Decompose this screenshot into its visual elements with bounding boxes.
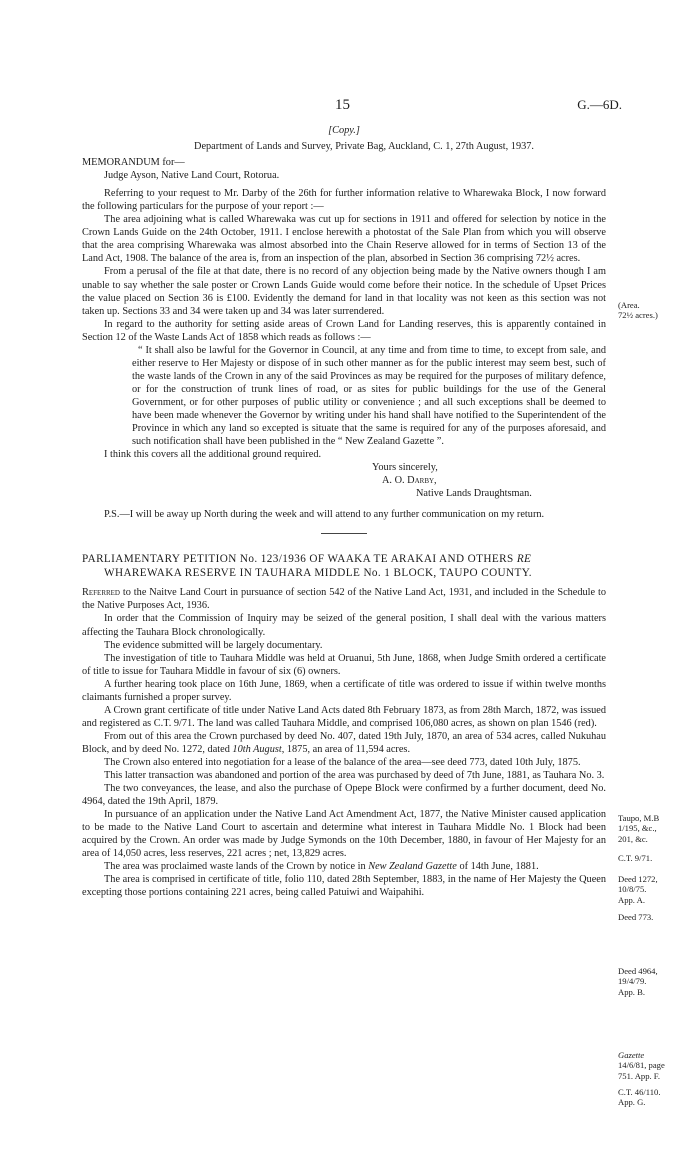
petition-title-part-a: PARLIAMENTARY PETITION No. 123/1936 OF WAAKA TE ARAKAI AND OTHERS [82, 553, 514, 566]
margin-note-line: 751. App. F. [618, 1070, 661, 1081]
margin-note-line: App. B. [618, 986, 645, 997]
memo-paragraph: Referring to your request to Mr. Darby of the 26th for further information relative to Wharewaka Block, I now forward the following particulars for the purpose of your report :— [82, 188, 606, 213]
margin-note-line: App. G. [618, 1097, 646, 1108]
memo-paragraph: I think this covers all the additional ground required. [104, 449, 322, 461]
petition-paragraph: In order that the Commission of Inquiry may be seized of the general position, I shall deal with the various matters affecting the Tauhara Block chronologically. [82, 613, 606, 638]
page-number: 15 [335, 97, 350, 113]
petition-paragraph: The investigation of title to Tauhara Middle was held at Oruanui, 5th June, 1868, when Judge Smith ordered a certificate of title to issue for Tauhara Middle in favour of six (6) owners. [82, 652, 606, 677]
margin-note-line: 1/195, &c., [618, 823, 657, 834]
petition-title-line2: WHAREWAKA RESERVE IN TAUHARA MIDDLE No. 1 BLOCK, TAUPO COUNTY. [104, 567, 532, 580]
margin-note-line: Deed 1272, [618, 874, 658, 884]
petition-text: From out of this area the Crown purchased by deed No. 407, dated 19th July, 1870, an area of 534 acres, called Nukuhau Block, and by deed No. 1272, dated [82, 730, 606, 755]
margin-note-line: 14/6/81, page [618, 1060, 665, 1071]
petition-paragraph: The two conveyances, the lease, and also the purchase of Opepe Block were confirmed by a further document, deed No. 4964, dated the 19th April, 1879. [82, 783, 606, 808]
memo-dateline: Department of Lands and Survey, Private Bag, Auckland, C. 1, 27th August, 1937. [194, 141, 534, 153]
memo-heading: MEMORANDUM for— [82, 157, 185, 169]
petition-paragraph [82, 730, 606, 756]
petition-emphasis: New Zealand Gazette [368, 861, 457, 873]
petition-lead-word: Referred [82, 587, 120, 599]
memo-addressee: Judge Ayson, Native Land Court, Rotorua. [104, 170, 280, 182]
petition-paragraph: A Crown grant certificate of title under Native Land Acts dated 8th February 1873, as from 28th March, 1872, was issued and registered as C.T. 9/71. The land was called Tauhara Middle, and comprised 106,080 acres, as shown on plan 1546 (red). [82, 704, 606, 729]
margin-note-line: App. A. [618, 894, 645, 905]
statute-quote: “ It shall also be lawful for the Governor in Council, at any time and from time to time, to except from sale, and either reserve to Her Majesty or dispose of in such other manner as for the public interest may seem best, such of the waste lands of the Crown in any of the said Provinces as may be required for the purposes of military defence, or for the construction of trunk lines of road, or as sites for public buildings for the use of the General Government, or for other purposes of public utility or convenience ; and all such exceptions shall be deemed to have been made whenever the Governor by writing under his hand shall have notified to the Superintendent of the Province in which any land so excepted is situate that the same is required for any of the purposes aforesaid, and such notification shall have been published in the “ New Zealand Gazette ”. [132, 344, 606, 448]
petition-text: The area was proclaimed waste lands of the Crown by notice in [104, 861, 369, 873]
margin-note-taupo [618, 813, 690, 844]
petition-paragraph: A further hearing took place on 16th June, 1869, when a certificate of title was ordered to issue if within twelve months claimants furnished a proper survey. [82, 678, 606, 703]
margin-note-gazette [618, 1050, 690, 1081]
petition-text: , 1875, an area of 11,594 acres. [281, 743, 411, 755]
petition-paragraph: In pursuance of an application under the Native Land Act Amendment Act, 1877, the Native Minister caused application to be made to the Native Land Court to ascertain and determine what interest in Tauhara Middle No. 1 Block had been acquired by the Crown. An order was made by Judge Symonds on the 10th December, 1880, in favour of Her Majesty for an area of 14,050 acres, less reserves, 221 acres ; net, 13,829 acres. [82, 809, 606, 860]
petition-paragraph: This latter transaction was abandoned and portion of the area was purchased by deed of 7th June, 1881, as Tauhara No. 3. [104, 770, 605, 782]
margin-note-line: (Area. [618, 300, 640, 310]
margin-note-line: Deed 4964, [618, 966, 658, 976]
margin-note-line: Gazette [618, 1050, 645, 1060]
section-divider [321, 533, 367, 534]
petition-paragraph: The area is comprised in certificate of title, folio 110, dated 28th September, 1883, in the name of Her Majesty the Queen excepting those portions containing 221 acres, being called Patuiwi and Waipahihi. [82, 874, 606, 899]
margin-note-area [618, 300, 690, 321]
copy-mark: [Copy.] [328, 125, 360, 136]
petition-text: to the Naitve Land Court in pursuance of section 542 of the Native Land Act, 1931, and included in the Schedule to the Native Purposes Act, 1936. [82, 587, 606, 612]
margin-note-deed-1272 [618, 874, 690, 905]
body-text [82, 124, 606, 899]
memo-signer-title: Native Lands Draughtsman. [416, 488, 532, 500]
margin-note-deed-773: Deed 773. [618, 912, 654, 922]
petition-title [82, 552, 606, 566]
page-reference: G.—6D. [577, 97, 622, 112]
margin-note-line: 19/4/79. [618, 976, 647, 987]
margin-note-line: C.T. 46/110. [618, 1087, 661, 1097]
margin-note-ct: C.T. 9/71. [618, 853, 653, 863]
margin-note-line: 10/8/75. [618, 884, 647, 895]
petition-paragraph: The Crown also entered into negotiation for a lease of the balance of the area—see deed 773, dated 10th July, 1875. [104, 756, 581, 768]
memo-paragraph: The area adjoining what is called Wharewaka was cut up for sections in 1911 and offered for selection by notice in the Crown Lands Guide on the 24th October, 1911. I enclose herewith a photostat of the Sale Plan from which you will observe that the area comprising Wharewaka was almost absorbed into the Chain Reserve allowed for in terms of Section 13 of the Land Act, 1908. The balance of the area is, from an inspection of the plan, absorbed in Section 36 comprising 72½ acres. [82, 214, 606, 265]
petition-title-re: RE [516, 553, 532, 566]
margin-note-line: 72½ acres.) [618, 310, 658, 321]
petition-emphasis: 10th August [232, 743, 282, 755]
petition-text: of 14th June, 1881. [456, 861, 539, 873]
margin-note-deed-4964 [618, 966, 690, 997]
margin-note-line: 201, &c. [618, 833, 648, 844]
memo-paragraph: In regard to the authority for setting aside areas of Crown Land for Landing reserves, this is apparently contained in Section 12 of the Waste Lands Act of 1858 which reads as follows :— [82, 318, 606, 343]
petition-paragraph [82, 586, 606, 612]
margin-note-ct-46 [618, 1087, 690, 1108]
petition-paragraph [82, 860, 606, 873]
memo-closing: Yours sincerely, [372, 462, 438, 474]
memo-paragraph: From a perusal of the file at that date, there is no record of any objection being made by the Native owners though I am unable to say whether the sale poster or Crown Lands Guide would come before their notice. In the schedule of Upset Prices the value placed on Section 36 is £100. Evidently the demand for land in that locality was not keen as this section was not taken up. Sections 33 and 34 were taken up and 34 was later surrendered. [82, 266, 606, 317]
memo-signer: A. O. Darby, [382, 475, 437, 487]
margin-note-line: Taupo, M.B [618, 813, 660, 823]
petition-paragraph: The evidence submitted will be largely documentary. [104, 639, 323, 651]
memo-postscript: P.S.—I will be away up North during the week and will attend to any further communication on my return. [104, 509, 545, 521]
